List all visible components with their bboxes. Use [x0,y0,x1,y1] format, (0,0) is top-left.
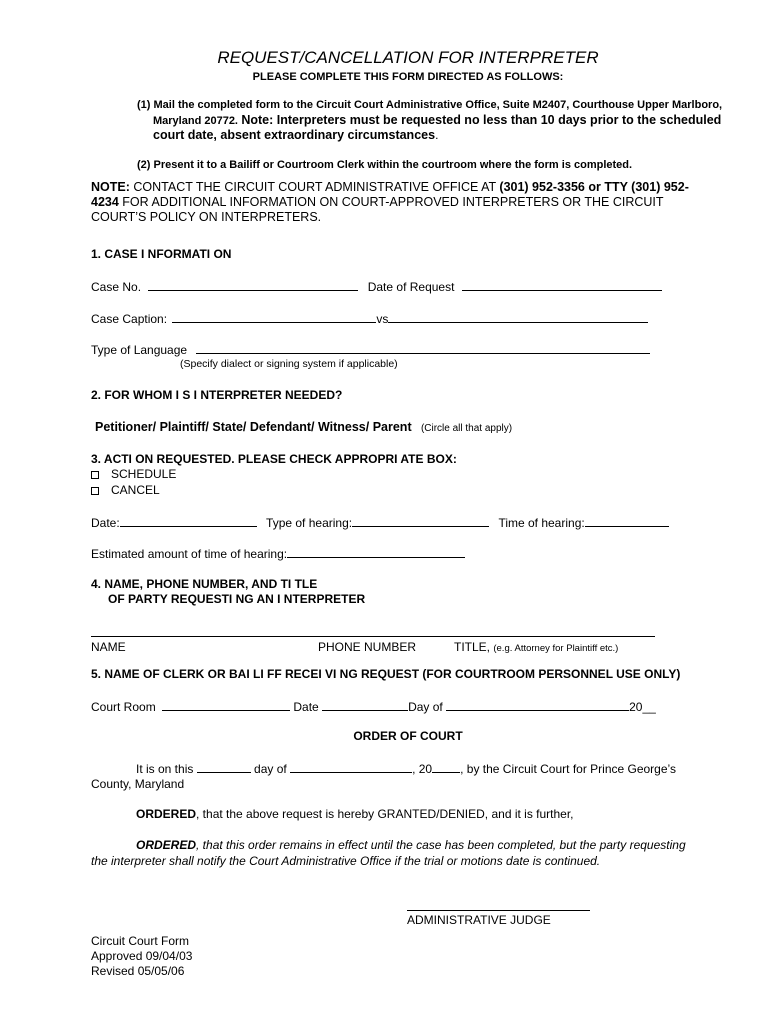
court-room-row [91,699,656,714]
form-subtitle: PLEASE COMPLETE THIS FORM DIRECTED AS FOLLOWS: [252,71,564,83]
ordered-label-2: ORDERED [136,838,197,852]
date-label: Date: [91,516,120,530]
section-4-heading-line2: OF PARTY REQUESTI NG AN I NTERPRETER [108,592,366,606]
instruction-1-line3 [153,128,438,142]
section-3-heading: 3. ACTI ON REQUESTED. PLEASE CHECK APPROPRI ATE BOX: [91,452,457,466]
cancel-option[interactable] [91,483,160,497]
case-caption-row [91,311,648,326]
case-no-field[interactable] [148,279,358,291]
footer-approved: Approved 09/04/03 [91,949,193,963]
party-options-note: (Circle all that apply) [420,423,513,434]
court-room-label: Court Room [91,700,156,714]
court-date-field[interactable] [322,699,408,711]
order-line1 [136,761,676,776]
order-line2: County, Maryland [91,777,185,791]
day-of-label: Day of [408,700,443,714]
vs-label: vs [376,312,389,326]
schedule-option[interactable] [91,467,176,481]
order-month-field[interactable] [290,761,412,773]
instruction-1-note: Note: Interpreters must be requested no less than 10 days prior to the scheduled [241,113,722,127]
party-options-row [95,420,512,434]
instruction-1-period: . [435,128,439,142]
cancel-label: CANCEL [111,483,160,497]
order-heading: ORDER OF COURT [353,729,463,743]
party-options[interactable]: Petitioner/ Plaintiff/ State/ Defendant/ Witness/ Parent [95,420,412,434]
case-no-label: Case No. [91,280,142,294]
title-label: TITLE, [454,640,491,654]
time-of-hearing-field[interactable] [585,515,669,527]
section-2-heading: 2. FOR WHOM I S I NTERPRETER NEEDED? [91,388,343,402]
type-of-language-label: Type of Language [91,343,188,357]
ordered-effect-line1 [136,838,686,852]
hearing-row [91,515,669,530]
court-date-label: Date [293,700,319,714]
title-label-row [454,640,618,654]
case-no-row [91,279,662,294]
language-note: (Specify dialect or signing system if applicable) [180,358,398,370]
date-of-request-field[interactable] [462,279,662,291]
schedule-label: SCHEDULE [111,467,177,481]
year-field[interactable]: 20__ [629,700,656,714]
case-caption-label: Case Caption: [91,312,168,326]
form-title: REQUEST/CANCELLATION FOR INTERPRETER [217,48,599,67]
name-label: NAME [91,640,126,654]
instruction-1-address: Maryland 20772. [153,115,238,127]
instruction-1-line2 [153,113,721,127]
court-room-field[interactable] [162,699,290,711]
requester-signature-line[interactable] [91,636,655,637]
order-line1-b: day of [254,762,287,776]
ordered-effect-line2: the interpreter shall notify the Court Administrative Office if the trial or motions date is continued. [91,854,601,868]
instruction-2: (2) Present it to a Bailiff or Courtroom Clerk within the courtroom where the form is completed. [137,159,633,171]
instruction-1-note-cont: court date, absent extraordinary circumstances [153,128,436,142]
ordered-text-2: , that this order remains in effect until the case has been completed, but the party requesting [196,838,686,852]
order-line1-d: , by the Circuit Court for Prince George’s [460,762,676,776]
footer-revised: Revised 05/05/06 [91,964,185,978]
day-of-field[interactable] [446,699,629,711]
note-line1 [91,180,689,194]
order-line1-c: , 20 [412,762,433,776]
case-caption-field-1[interactable] [172,311,376,323]
note-text1: CONTACT THE CIRCUIT COURT ADMINISTRATIVE OFFICE AT [133,180,496,194]
case-caption-field-2[interactable] [388,311,648,323]
time-of-hearing-label: Time of hearing: [498,516,585,530]
order-day-field[interactable] [197,761,251,773]
ordered-text-1: , that the above request is hereby GRANTED/DENIED, and it is further, [196,807,574,821]
note-phone: (301) 952-3356 or TTY (301) 952- [499,180,689,194]
note-line2 [91,195,664,209]
phone-label: PHONE NUMBER [318,640,417,654]
type-of-hearing-field[interactable] [352,515,489,527]
section-5-heading: 5. NAME OF CLERK OR BAI LI FF RECEI VI NG REQUEST (FOR COURTROOM PERSONNEL USE ONLY) [91,667,681,681]
ordered-granted [136,807,574,821]
cancel-checkbox[interactable] [91,487,99,495]
date-field[interactable] [120,515,257,527]
instruction-1-line1: (1) Mail the completed form to the Circuit Court Administrative Office, Suite M2407, Courthouse Upper Marlboro, [137,99,723,111]
type-of-language-field[interactable] [196,342,650,354]
section-4-heading: 4. NAME, PHONE NUMBER, AND TI TLE [91,577,318,591]
date-of-request-label: Date of Request [367,280,455,294]
judge-signature-line[interactable] [407,910,590,911]
footer-form-name: Circuit Court Form [91,934,190,948]
note-line3: COURT’S POLICY ON INTERPRETERS. [91,210,322,224]
ordered-label-1: ORDERED [136,807,197,821]
note-phone-cont: 4234 [91,195,119,209]
judge-label: ADMINISTRATIVE JUDGE [407,913,551,927]
estimated-time-field[interactable] [287,546,465,558]
note-label: NOTE: [91,180,130,194]
order-year-field[interactable] [432,761,460,773]
section-1-heading: 1. CASE I NFORMATI ON [91,247,232,261]
type-of-language-row [91,342,650,357]
note-text2: FOR ADDITIONAL INFORMATION ON COURT-APPROVED INTERPRETERS OR THE CIRCUIT [122,195,664,209]
order-line1-a: It is on this [136,762,194,776]
type-of-hearing-label: Type of hearing: [266,516,353,530]
estimated-time-label: Estimated amount of time of hearing: [91,547,288,561]
estimated-time-row [91,546,465,561]
title-note: (e.g. Attorney for Plaintiff etc.) [493,643,619,654]
schedule-checkbox[interactable] [91,471,99,479]
